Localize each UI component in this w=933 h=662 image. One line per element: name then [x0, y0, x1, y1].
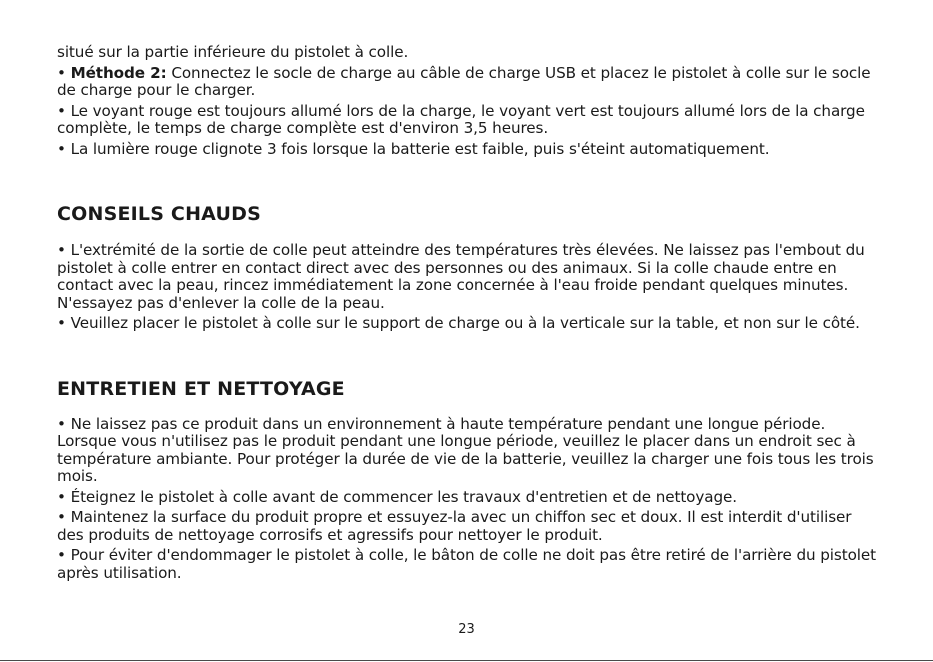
led-status-paragraph: • Le voyant rouge est toujours allumé lors de la charge, le voyant vert est toujours allumé lors de la charge complète, le temps de charge complète est d'environ 3,5 heures. — [57, 101, 865, 137]
bullet: • — [57, 63, 71, 82]
entretien-item-3: • Maintenez la surface du produit propre et essuyez-la avec un chiffon sec et doux. Il est interdit d'utiliser des produits de nettoyage corrosifs et agressifs pour nettoyer le produit. — [57, 508, 852, 544]
method2-text: Connectez le socle de charge au câble de charge USB et placez le pistolet à colle sur le socle de charge pour le charger. — [57, 63, 871, 99]
entretien-item-2: • Éteignez le pistolet à colle avant de commencer les travaux d'entretien et de nettoyage. — [57, 487, 737, 506]
low-battery-paragraph: • La lumière rouge clignote 3 fois lorsque la batterie est faible, puis s'éteint automatiquement. — [57, 139, 770, 158]
conseils-heading: CONSEILS CHAUDS — [57, 203, 261, 225]
entretien-heading: ENTRETIEN ET NETTOYAGE — [57, 377, 345, 400]
conseils-item-1: • L'extrémité de la sortie de colle peut atteindre des températures très élevées. Ne laissez pas l'embout du pistolet à colle entrer en contact direct avec des personnes ou des animaux. Si la colle chaude entre en contact avec la peau, rincez immédiatement la zone concernée à l'eau froide pendant quelques minutes. N'essayez pas d'enlever la colle de la peau. — [57, 241, 865, 312]
entretien-item-4: • Pour éviter d'endommager le pistolet à colle, le bâton de colle ne doit pas être retiré de l'arrière du pistolet après utilisation. — [57, 546, 876, 582]
method2-label: Méthode 2: — [70, 63, 167, 82]
method2-paragraph — [57, 65, 877, 100]
document-page — [57, 44, 877, 585]
bottom-divider — [0, 660, 933, 661]
conseils-item-2: • Veuillez placer le pistolet à colle sur le support de charge ou à la verticale sur la table, et non sur le côté. — [57, 314, 860, 332]
page-number: 23 — [458, 622, 475, 637]
entretien-item-1: • Ne laissez pas ce produit dans un environnement à haute température pendant une longue période. Lorsque vous n'utilisez pas le produit pendant une longue période, veuillez le placer dans un endroit sec à température ambiante. Pour protéger la durée de vie de la batterie, veuillez la charger une fois tous les trois mois. — [57, 414, 874, 485]
intro-continuation: situé sur la partie inférieure du pistolet à colle. — [57, 43, 409, 61]
